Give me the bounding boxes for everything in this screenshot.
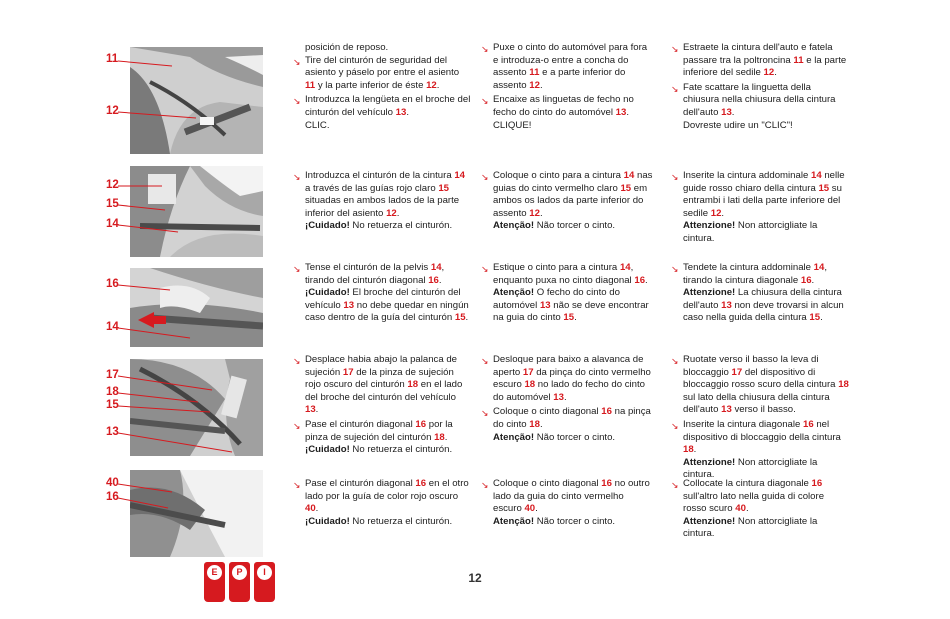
pointer-arrow-icon: ↘ <box>481 44 489 54</box>
instruction-item: ↘ Encaixe as linguetas de fecho no fecho do cinto do automóvel 13. CLIQUE! <box>481 94 634 131</box>
pt-step-5 <box>481 478 655 530</box>
instruction-item: ↘ Estraete la cintura dell'auto e fatela passare tra la poltroncina 11 e la parte inferiore del sedile 12. <box>671 42 847 79</box>
instruction-item: ↘ Tense el cinturón de la pelvis 14, tirando del cinturón diagonal 16. ¡Cuidado! El broche del cinturón del vehículo 13 no debe quedar en ningún caso dentro de la guía del cinturón 15. <box>293 262 469 324</box>
pointer-arrow-icon: ↘ <box>293 420 301 431</box>
language-tab-letter: E <box>207 565 222 580</box>
photo-panel-2 <box>130 166 263 257</box>
continued-text: posición de reposo. <box>305 42 389 53</box>
pointer-arrow-icon: ↘ <box>293 480 301 490</box>
pointer-arrow-icon: ↘ <box>481 264 489 274</box>
es-step-5 <box>293 478 471 530</box>
callout-label: 14 <box>106 321 119 333</box>
photo-panel-3 <box>130 268 263 347</box>
photo-seat-belt-routing <box>130 47 263 154</box>
instruction-item: ↘ Desplace habia abajo la palanca de sujeción 17 de la pinza de sujeción rojo oscuro del cinturón 18 en el lado del broche del cinturón del vehículo 13. <box>293 354 463 416</box>
instruction-item: ↘ Tendete la cintura addominale 14, tirando la cintura diagonale 16. Attenzione! La chiusura della cintura dell'auto 13 non deve trovarsi in alcun caso nella guida della cintura 15. <box>671 262 844 324</box>
callout-label: 13 <box>106 426 119 438</box>
instruction-item: ↘ Pase el cinturón diagonal 16 en el otro lado por la guía de color rojo oscuro 40. ¡Cuidado! No retuerza el cinturón. <box>293 478 469 527</box>
it-step-1 <box>671 42 849 134</box>
pointer-arrow-icon: ↘ <box>293 172 301 182</box>
pt-step-4 <box>481 354 655 446</box>
es-step-2 <box>293 170 471 235</box>
pt-step-1 <box>481 42 655 134</box>
es-step-1 <box>293 42 471 134</box>
pt-step-2 <box>481 170 655 235</box>
pointer-arrow-icon: ↘ <box>293 356 301 366</box>
callout-label: 16 <box>106 491 119 503</box>
instruction-item: ↘ Puxe o cinto do automóvel para fora e introduza-o entre a concha do assento 11 e a parte inferior do assento 12. <box>481 42 648 91</box>
pointer-arrow-icon: ↘ <box>671 480 679 490</box>
it-step-4 <box>671 354 849 484</box>
instruction-item: ↘ Estique o cinto para a cintura 14, enquanto puxa no cinto diagonal 16. Atenção! O fecho do cinto do automóvel 13 não se deve encontrar na guia do cinto 15. <box>481 262 649 324</box>
language-tab-p <box>229 562 250 602</box>
es-step-4 <box>293 354 471 459</box>
photo-diagonal-belt-clamp <box>130 359 263 456</box>
pointer-arrow-icon: ↘ <box>671 83 679 94</box>
photo-panel-4 <box>130 359 263 456</box>
pointer-arrow-icon: ↘ <box>481 172 489 182</box>
instruction-item: ↘ Inserite la cintura diagonale 16 nel dispositivo di bloccaggio della cintura 18. Attenzione! Non attorcigliate la cintura. <box>671 418 841 481</box>
instruction-item: ↘ Tire del cinturón de seguridad del asiento y páselo por entre el asiento 11 y la parte inferior de éste 12. <box>293 54 460 91</box>
instruction-item: ↘ Pase el cinturón diagonal 16 por la pinza de sujeción del cinturón 18. ¡Cuidado! No retuerza el cinturón. <box>293 418 453 456</box>
callout-label: 18 <box>106 386 119 398</box>
instruction-item: ↘ Coloque o cinto diagonal 16 no outro lado da guia do cinto vermelho escuro 40. Atenção! Não torcer o cinto. <box>481 478 650 527</box>
instruction-item: ↘ Coloque o cinto diagonal 16 na pinça do cinto 18. Atenção! Não torcer o cinto. <box>481 406 651 443</box>
instruction-item: ↘ Coloque o cinto para a cintura 14 nas guias do cinto vermelho claro 15 em ambos os lados da parte inferior do assento 12. Atenção! Não torcer o cinto. <box>481 170 653 232</box>
photo-lap-belt-guides <box>130 166 263 257</box>
pointer-arrow-icon: ↘ <box>671 264 679 274</box>
instruction-item: ↘ Ruotate verso il basso la leva di bloccaggio 17 del dispositivo di bloccaggio rosso scuro della cintura 18 sul lato della chiusura della cintura dell'auto 13 verso il basso. <box>671 354 849 416</box>
language-tab-i <box>254 562 275 602</box>
callout-label: 16 <box>106 278 119 290</box>
instruction-item: ↘ Collocate la cintura diagonale 16 sull'altro lato nella guida di colore rosso scuro 40. Attenzione! Non attorcigliate la cintura. <box>671 478 825 540</box>
pointer-arrow-icon: ↘ <box>293 56 301 67</box>
pointer-arrow-icon: ↘ <box>481 408 489 419</box>
instruction-item: ↘ Inserite la cintura addominale 14 nelle guide rosso chiaro della cintura 15 su entrambi i lati della parte inferiore del sedile 12. Attenzione! Non attorcigliate la cintura. <box>671 170 845 244</box>
photo-tighten-pelvis-belt <box>130 268 263 347</box>
callout-label: 12 <box>106 179 119 191</box>
pointer-arrow-icon: ↘ <box>671 420 679 431</box>
photo-diagonal-belt-guide <box>130 470 263 557</box>
es-step-3 <box>293 262 471 327</box>
language-tab-letter: P <box>232 565 247 580</box>
callout-label: 15 <box>106 399 119 411</box>
pointer-arrow-icon: ↘ <box>671 44 679 54</box>
pointer-arrow-icon: ↘ <box>671 356 679 366</box>
callout-label: 12 <box>106 105 119 117</box>
it-step-2 <box>671 170 849 248</box>
language-tab-letter: I <box>257 565 272 580</box>
it-step-3 <box>671 262 849 327</box>
pointer-arrow-icon: ↘ <box>481 356 489 366</box>
it-step-5 <box>671 478 849 543</box>
language-tab-e <box>204 562 225 602</box>
pt-step-3 <box>481 262 655 327</box>
instruction-item: ↘ Introduzca la lengüeta en el broche del cinturón del vehículo 13. CLIC. <box>293 94 471 131</box>
pointer-arrow-icon: ↘ <box>481 480 489 490</box>
photo-panel-1 <box>130 47 263 154</box>
pointer-arrow-icon: ↘ <box>293 264 301 274</box>
pointer-arrow-icon: ↘ <box>293 96 301 107</box>
callout-label: 17 <box>106 369 119 381</box>
instruction-item: ↘ Fate scattare la linguetta della chiusura nella chiusura della cintura dell'auto 13. Dovreste udire un "CLIC"! <box>671 81 836 131</box>
pointer-arrow-icon: ↘ <box>481 96 489 107</box>
pointer-arrow-icon: ↘ <box>671 172 679 182</box>
callout-label: 40 <box>106 477 119 489</box>
page-number: 12 <box>468 571 482 585</box>
callout-label: 14 <box>106 218 119 230</box>
photo-panel-5 <box>130 470 263 557</box>
instruction-item: ↘ Desloque para baixo a alavanca de aperto 17 da pinça do cinto vermelho escuro 18 no lado do fecho do cinto do automóvel 13. <box>481 354 651 403</box>
callout-label: 15 <box>106 198 119 210</box>
callout-label: 11 <box>106 53 119 65</box>
instruction-item: ↘ Introduzca el cinturón de la cintura 14 a través de las guías rojo claro 15 situadas en ambos lados de la parte inferior del asiento 12. ¡Cuidado! No retuerza el cinturón. <box>293 170 465 232</box>
